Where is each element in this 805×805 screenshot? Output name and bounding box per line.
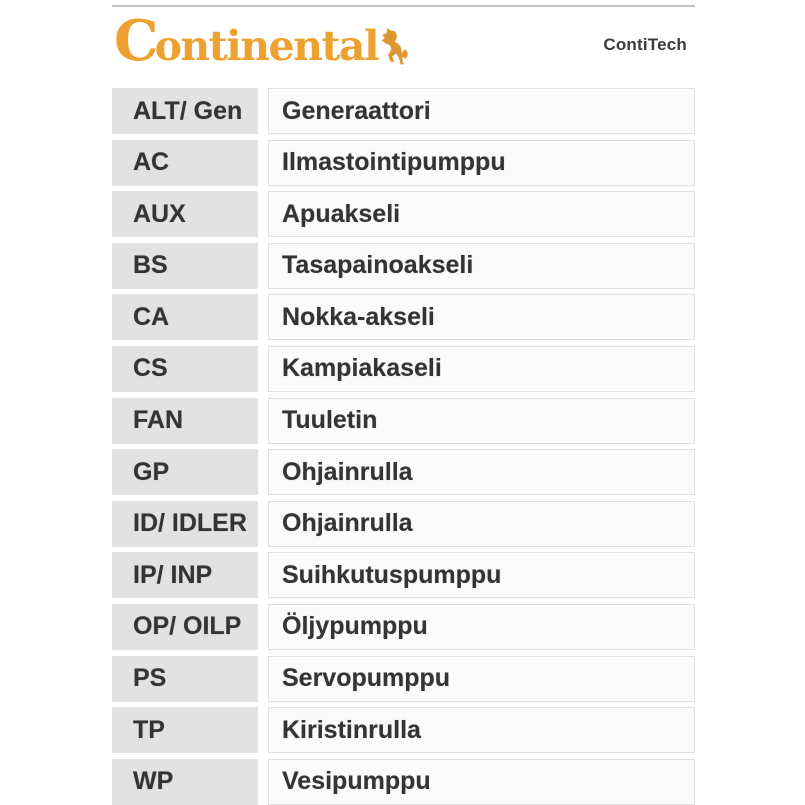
continental-logo: [114, 8, 409, 74]
row-code: ID/ IDLER: [112, 501, 258, 547]
row-code: PS: [112, 656, 258, 702]
row-label: Nokka-akseli: [268, 294, 695, 340]
table-row: [112, 449, 695, 495]
table-row: [112, 604, 695, 650]
document-header: [112, 7, 695, 88]
row-label: Tasapainoakseli: [268, 243, 695, 289]
row-label: Apuakseli: [268, 191, 695, 237]
row-code: ALT/ Gen: [112, 88, 258, 134]
row-code: FAN: [112, 398, 258, 444]
table-row: [112, 759, 695, 805]
row-code: BS: [112, 243, 258, 289]
glossary-table: [112, 88, 695, 805]
table-row: [112, 501, 695, 547]
row-code: CS: [112, 346, 258, 392]
row-code: AUX: [112, 191, 258, 237]
table-row: [112, 346, 695, 392]
row-label: Ohjainrulla: [268, 449, 695, 495]
table-row: [112, 140, 695, 186]
row-code: CA: [112, 294, 258, 340]
table-row: [112, 191, 695, 237]
table-row: [112, 88, 695, 134]
table-row: [112, 243, 695, 289]
row-code: WP: [112, 759, 258, 805]
row-label: Vesipumppu: [268, 759, 695, 805]
table-row: [112, 294, 695, 340]
row-label: Ilmastointipumppu: [268, 140, 695, 186]
page-content: [112, 5, 695, 805]
row-label: Generaattori: [268, 88, 695, 134]
row-label: Kampiakaseli: [268, 346, 695, 392]
table-row: [112, 552, 695, 598]
row-label: Ohjainrulla: [268, 501, 695, 547]
row-label: Öljypumppu: [268, 604, 695, 650]
table-row: [112, 398, 695, 444]
rearing-horse-icon: [379, 26, 409, 66]
row-label: Servopumppu: [268, 656, 695, 702]
row-label: Tuuletin: [268, 398, 695, 444]
row-label: Kiristinrulla: [268, 707, 695, 753]
row-code: OP/ OILP: [112, 604, 258, 650]
row-label: Suihkutuspumppu: [268, 552, 695, 598]
table-row: [112, 656, 695, 702]
logo-text: ontinental: [154, 22, 379, 70]
contitech-wordmark: ContiTech: [603, 35, 687, 54]
logo-text-initial: C: [114, 8, 155, 74]
row-code: IP/ INP: [112, 552, 258, 598]
row-code: AC: [112, 140, 258, 186]
row-code: GP: [112, 449, 258, 495]
table-row: [112, 707, 695, 753]
row-code: TP: [112, 707, 258, 753]
